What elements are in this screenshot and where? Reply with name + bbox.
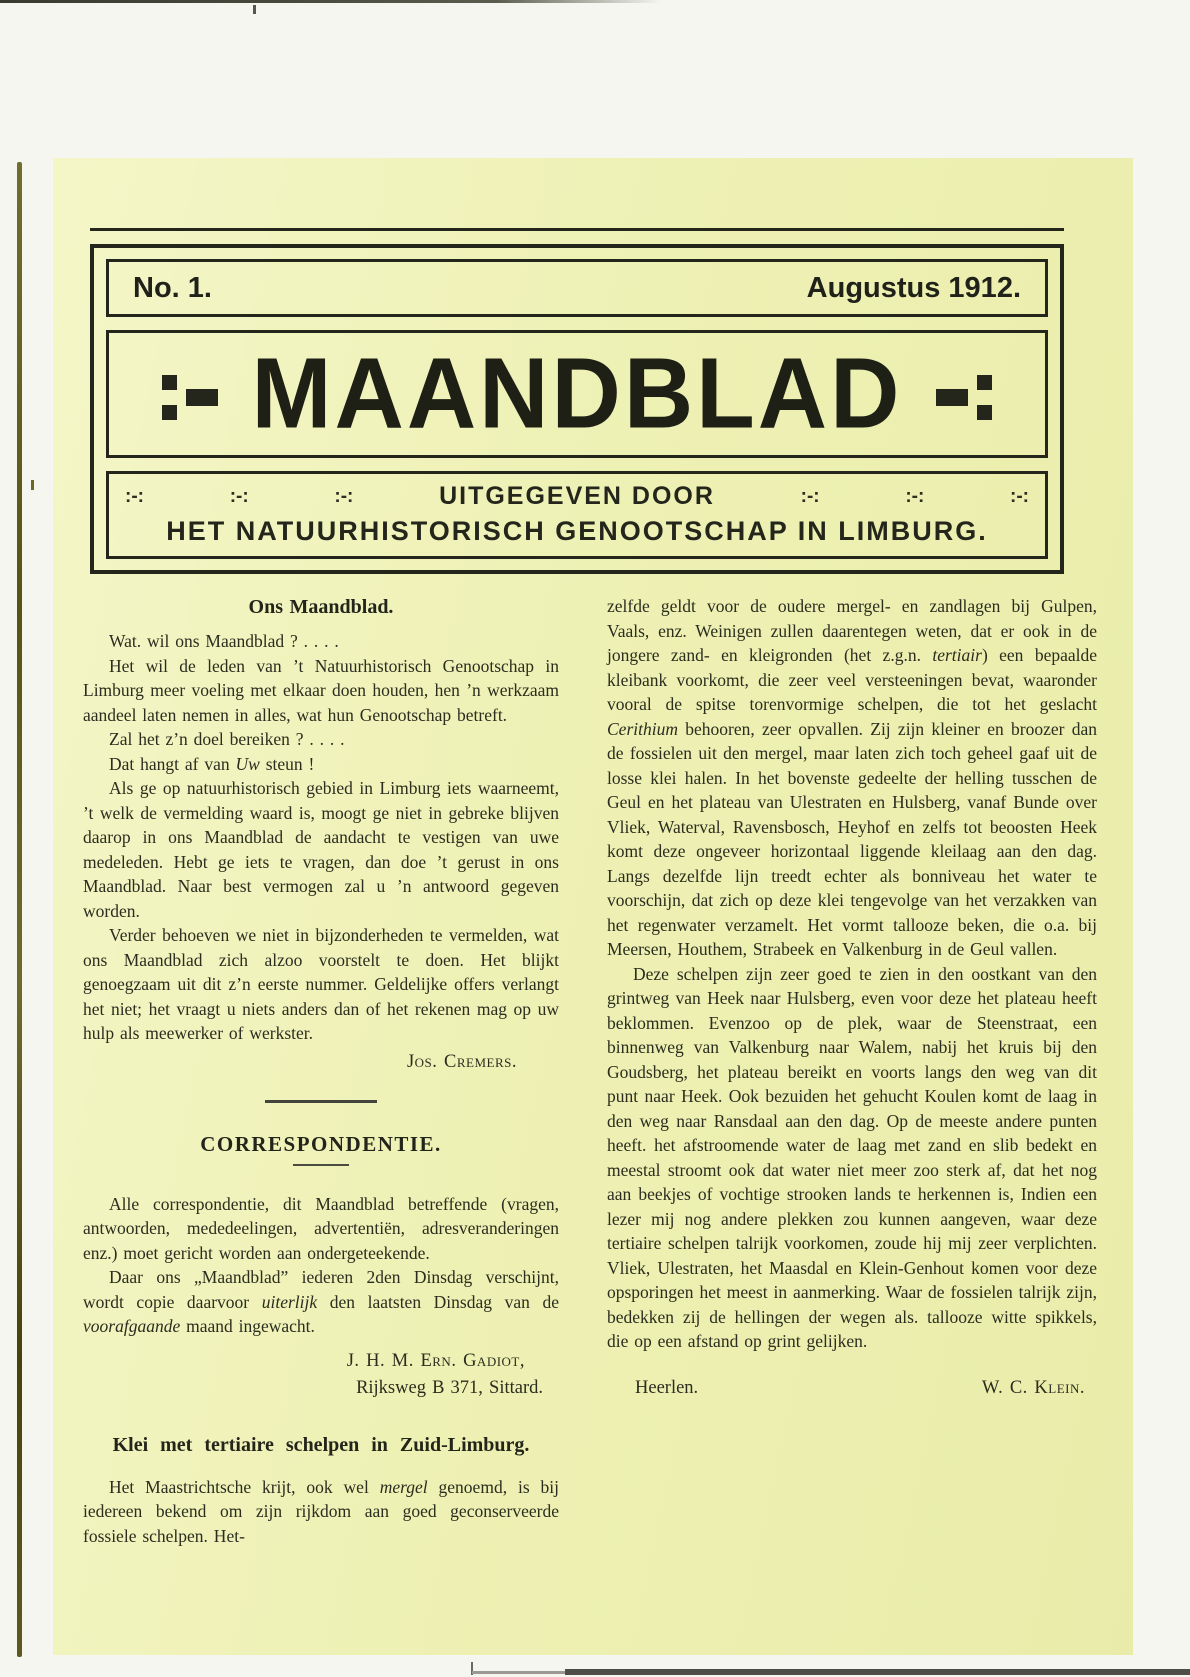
left-column [83, 594, 559, 1548]
signature-address: Rijksweg B 371, Sittard. [356, 1377, 543, 1398]
issue-bar [106, 259, 1048, 317]
issue-date: Augustus 1912. [806, 271, 1021, 304]
publisher-box [106, 471, 1048, 559]
paragraph: Het Maastrichtsche krijt, ook wel mergel genoemd, is bij iedereen bekend om zijn rijkdom aan goed geconserveerde fossiele schelpen. Het- [83, 1476, 559, 1546]
ink-speck [31, 480, 34, 490]
masthead [90, 244, 1064, 574]
article-heading: CORRESPONDENTIE. [200, 1131, 442, 1156]
scan-edge-line [0, 0, 662, 3]
paragraph: Verder behoeven we niet in bijzonderheden te vermelden, wat ons Maandblad zich alzoo voorstelt te doen. Het blijkt genoegzaam uit dit z’n eerste nummer. Geldelijke offers verlangt het niet; het vraagt u niets anders dan of het rekenen mag op uw hulp als meewerker of werkster. [83, 925, 559, 1043]
article-heading: Klei met tertiaire schelpen in Zuid-Limburg. [112, 1433, 530, 1456]
article-footer [607, 1376, 1097, 1401]
masthead-top-rule [90, 228, 1064, 231]
section-divider [265, 1100, 377, 1103]
paragraph: Zal het z’n doel bereiken ? . . . . [109, 729, 345, 749]
article-heading: Ons Maandblad. [248, 596, 394, 618]
paragraph: Dat hangt af van Uw steun ! [109, 753, 315, 774]
scan-edge-line [472, 1671, 567, 1674]
decor-mark: :-: [334, 485, 354, 507]
page-title: MAANDBLAD [251, 337, 903, 450]
paragraph: Wat. wil ons Maandblad ? . . . . [109, 631, 339, 651]
paragraph: Alle correspondentie, dit Maandblad betreffende (vragen, antwoorden, mededeelingen, advertentiën, adresveranderingen enz.) moet gericht worden aan ondergeteekende. [83, 1193, 559, 1263]
title-box [106, 330, 1048, 458]
page [53, 158, 1133, 1655]
body-columns [83, 594, 1097, 1548]
paragraph: Daar ons „Maandblad” iederen 2den Dinsdag verschijnt, wordt copie daarvoor uiterlijk den laatsten Dinsdag van de voorafgaande maand ingewacht. [83, 1267, 559, 1336]
heading-rule [293, 1164, 349, 1166]
paragraph: zelfde geldt voor de oudere mergel- en zandlagen bij Gulpen, Vaals, enz. Weinigen zullen daarentegen weten, dat er ook in de jongere zand- en kleigronden (het z.g.n. tertiair) een bepaalde kleibank voorkomt, die zeer veel versteeningen bevat, waaronder vooral de spitse torenvormige schelpen, die tot het geslacht Cerithium behooren, zeer opvallen. Zij zijn kleiner en broozer dan de fossielen uit den mergel, maar laten zich toch geheel gaaf uit de losse klei halen. In het bovenste gedeelte der helling tusschen de Geul en het plateau van Ulestraten en Hulsberg, vanaf Bunde over Vliek, Waterval, Ravensbosch, Heyhof en zelfs tot beoosten Heek komt deze ongeveer horizontaal liggende kleilaag aan den dag. Langs dezelfde lijn treedt echter als bonniveau het water te voorschijn, dat zich op deze klei tengevolge van het verzakken van het regenwater verzamelt. Het vormt tallooze beken, die o.a. bij Meersen, Houthem, Strabeek en Valkenburg in de Geul vallen. [607, 596, 1097, 959]
title-decor-left-icon [162, 375, 218, 420]
published-by-label: UITGEGEVEN DOOR [439, 482, 715, 510]
paragraph: Als ge op natuurhistorisch gebied in Limburg iets waarneemt, ’t welk de vermelding waard is, moogt ge niet in gebreke blijven daarop in ons Maandblad de aandacht te vestigen van uwe medeleden. Hebt ge iets te vragen, dan doe ’t gerust in ons Maandblad. Naar best vermogen zal u ’n antwoord gegeven worden. [83, 778, 559, 921]
decor-mark: :-: [229, 485, 249, 507]
publisher-name: HET NATUURHISTORISCH GENOOTSCHAP IN LIMBURG. [166, 516, 988, 546]
paragraph: Het wil de leden van ’t Natuurhistorisch Genootschap in Limburg meer voeling met elkaar doen houden, hen ’n werkzaam aandeel laten nemen in alles, wat hun Genootschap betreft. [83, 655, 559, 725]
signature-name: J. H. M. Ern. Gadiot, [346, 1350, 525, 1371]
scan-edge-line [565, 1669, 1190, 1675]
signature: W. C. Klein. [981, 1377, 1085, 1398]
published-by-line [125, 482, 1029, 511]
title-decor-right-icon [936, 375, 992, 420]
paragraph: Deze schelpen zijn zeer goed te zien in den oostkant van den grintweg van Heek naar Hulsberg, even voor deze het plateau heeft beklommen. Evenzoo op de plek, waar de Steenstraat, een binnenweg van Valkenburg naar Walem, nabij het kruis bij den Goudsberg, het plateau bereikt en voorts langs den weg van dit punt naar Heek. Ook bezuiden het gehucht Koulen komt de laag in den weg naar Ransdaal aan den dag. Op de meeste andere punten heeft. het afstroomende water de laag met zand en slib bedekt en meestal stroomt ook dat water niet meer zoo sterk af, dat het nog aan beekjes of vochtige strooken lands te herkennen is, Indien een lezer mij nog andere plekken zou kunnen aangeven, waar deze tertiaire schelpen talrijk voorkomen, zoude hij mij zeer verplichten. Vliek, Ulestraten, het Maasdal en Klein-Genhout komen voor deze opsporingen het meest in aanmerking. Waar de fossielen talrijk zijn, bedekken zij de hellingen der wegen als. tallooze witte spikkels, die op een afstand op grint gelijken. [607, 963, 1097, 1351]
decor-mark: :-: [905, 485, 925, 507]
decor-mark: :-: [1010, 485, 1029, 507]
decor-mark: :-: [125, 485, 144, 507]
place-line: Heerlen. [635, 1377, 699, 1398]
right-column [607, 594, 1097, 1548]
decor-mark: :-: [800, 485, 820, 507]
ink-speck [253, 5, 256, 14]
binding-edge [17, 162, 22, 1657]
signature-block [83, 1348, 559, 1402]
issue-number: No. 1. [133, 271, 212, 304]
signature: Jos. Cremers. [406, 1051, 517, 1072]
